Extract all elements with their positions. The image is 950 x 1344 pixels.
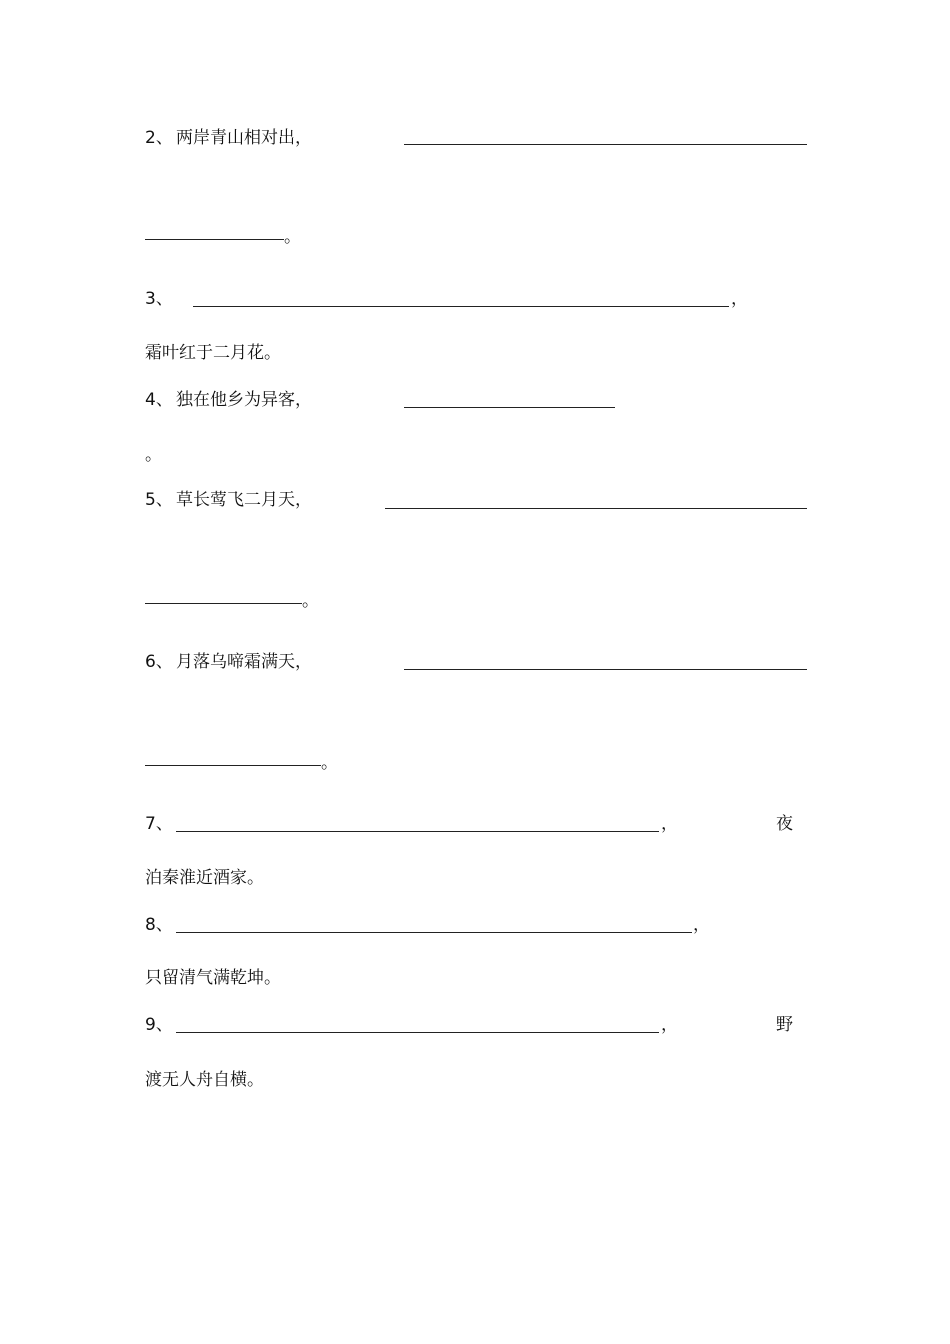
answer-blank[interactable]: [176, 932, 692, 933]
question-text: 草长莺飞二月天，: [176, 490, 312, 510]
question-text: 两岸青山相对出，: [176, 128, 312, 148]
question-number: 9、: [145, 1015, 173, 1035]
question-text: 月落乌啼霜满天，: [176, 652, 312, 672]
answer-blank[interactable]: [176, 1032, 659, 1033]
poem-fragment: 野: [776, 1015, 793, 1035]
end-punctuation: 。: [284, 227, 301, 247]
answer-blank-continued[interactable]: [145, 239, 284, 240]
answer-blank[interactable]: [176, 831, 659, 832]
answer-blank[interactable]: [404, 144, 807, 145]
question-text: 只留清气满乾坤。: [145, 968, 281, 988]
question-number: 2、: [145, 128, 173, 148]
answer-blank[interactable]: [404, 407, 615, 408]
end-punctuation: 。: [321, 753, 338, 773]
question-text: 霜叶红于二月花。: [145, 343, 281, 363]
comma: ，: [731, 289, 748, 309]
question-number: 7、: [145, 814, 173, 834]
comma: ，: [693, 915, 710, 935]
question-number: 8、: [145, 915, 173, 935]
comma: ，: [661, 1015, 678, 1035]
question-number: 6、: [145, 652, 173, 672]
answer-blank[interactable]: [193, 306, 729, 307]
answer-blank-continued[interactable]: [145, 765, 321, 766]
answer-blank[interactable]: [404, 669, 807, 670]
question-text: 渡无人舟自横。: [145, 1070, 264, 1090]
answer-blank-continued[interactable]: [145, 603, 302, 604]
answer-blank[interactable]: [385, 508, 807, 509]
question-number: 3、: [145, 289, 173, 309]
end-punctuation: 。: [302, 591, 319, 611]
question-number: 5、: [145, 490, 173, 510]
question-text: 独在他乡为异客，: [176, 390, 312, 410]
poem-fragment: 夜: [776, 814, 793, 834]
question-text: 泊秦淮近酒家。: [145, 868, 264, 888]
question-number: 4、: [145, 390, 173, 410]
end-punctuation: 。: [145, 445, 162, 465]
comma: ，: [661, 814, 678, 834]
